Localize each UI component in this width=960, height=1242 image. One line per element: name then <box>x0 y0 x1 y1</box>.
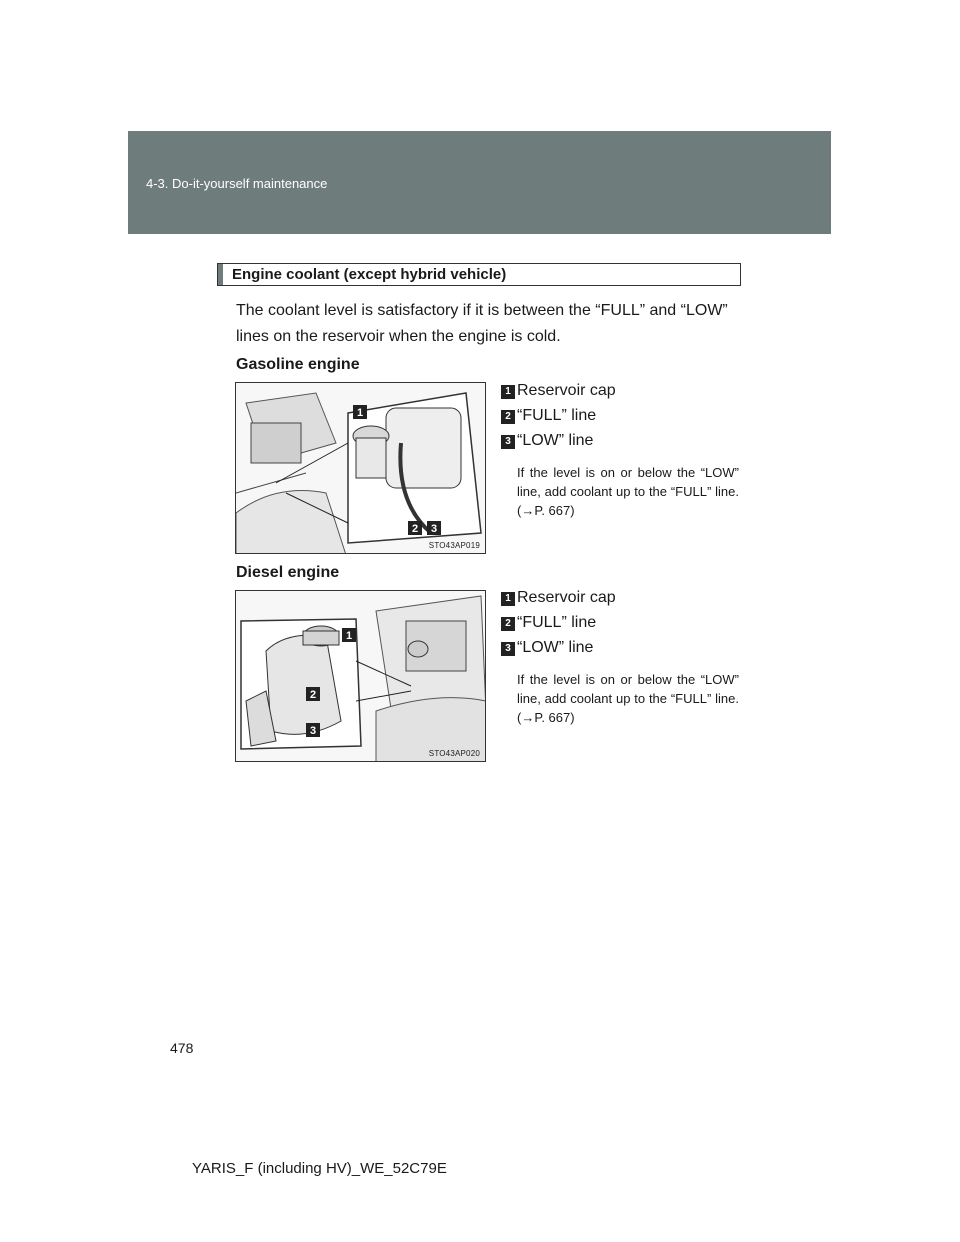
legend-item <box>501 589 743 614</box>
diesel-engine-figure <box>235 590 486 762</box>
legend-item <box>501 407 743 432</box>
title-accent <box>218 264 223 285</box>
legend-item <box>501 432 743 457</box>
legend-label: “FULL” line <box>517 614 597 631</box>
page-number: 478 <box>170 1040 194 1056</box>
gasoline-heading: Gasoline engine <box>236 356 360 373</box>
diesel-engine-illustration <box>236 591 486 762</box>
legend-number: 1 <box>501 385 515 399</box>
legend-item <box>501 614 743 639</box>
gasoline-legend <box>501 382 743 520</box>
legend-item <box>501 639 743 664</box>
legend-number: 1 <box>501 592 515 606</box>
legend-note: If the level is on or below the “LOW” line, add coolant up to the “FULL” line. (→P. 667) <box>517 465 739 518</box>
svg-text:2: 2 <box>310 689 317 701</box>
diesel-heading: Diesel engine <box>236 564 340 581</box>
svg-text:3: 3 <box>310 725 317 737</box>
topic-title-bar <box>217 263 741 286</box>
legend-note: If the level is on or below the “LOW” line, add coolant up to the “FULL” line. (→P. 667) <box>517 672 739 725</box>
svg-text:1: 1 <box>346 630 353 642</box>
section-title: 4-3. Do-it-yourself maintenance <box>146 176 328 191</box>
legend-label: Reservoir cap <box>517 589 616 606</box>
legend-number: 2 <box>501 410 515 424</box>
legend-label: Reservoir cap <box>517 382 616 399</box>
legend-number: 3 <box>501 642 515 656</box>
svg-text:2: 2 <box>412 523 419 535</box>
svg-text:1: 1 <box>357 407 364 419</box>
figure-code: STO43AP020 <box>428 749 480 758</box>
intro-paragraph: The coolant level is satisfactory if it is between the “FULL” and “LOW” lines on the reservoir when the engine is cold. <box>236 302 728 345</box>
gasoline-engine-figure <box>235 382 486 554</box>
document-footer: YARIS_F (including HV)_WE_52C79E <box>192 1160 447 1177</box>
gasoline-engine-illustration <box>236 383 486 554</box>
legend-number: 3 <box>501 435 515 449</box>
svg-text:3: 3 <box>431 523 438 535</box>
figure-code: STO43AP019 <box>428 541 480 550</box>
legend-label: “LOW” line <box>517 639 594 656</box>
diesel-legend <box>501 589 743 727</box>
legend-item <box>501 382 743 407</box>
legend-label: “LOW” line <box>517 432 594 449</box>
legend-number: 2 <box>501 617 515 631</box>
topic-title: Engine coolant (except hybrid vehicle) <box>232 266 507 283</box>
legend-label: “FULL” line <box>517 407 597 424</box>
page-header <box>128 131 831 234</box>
